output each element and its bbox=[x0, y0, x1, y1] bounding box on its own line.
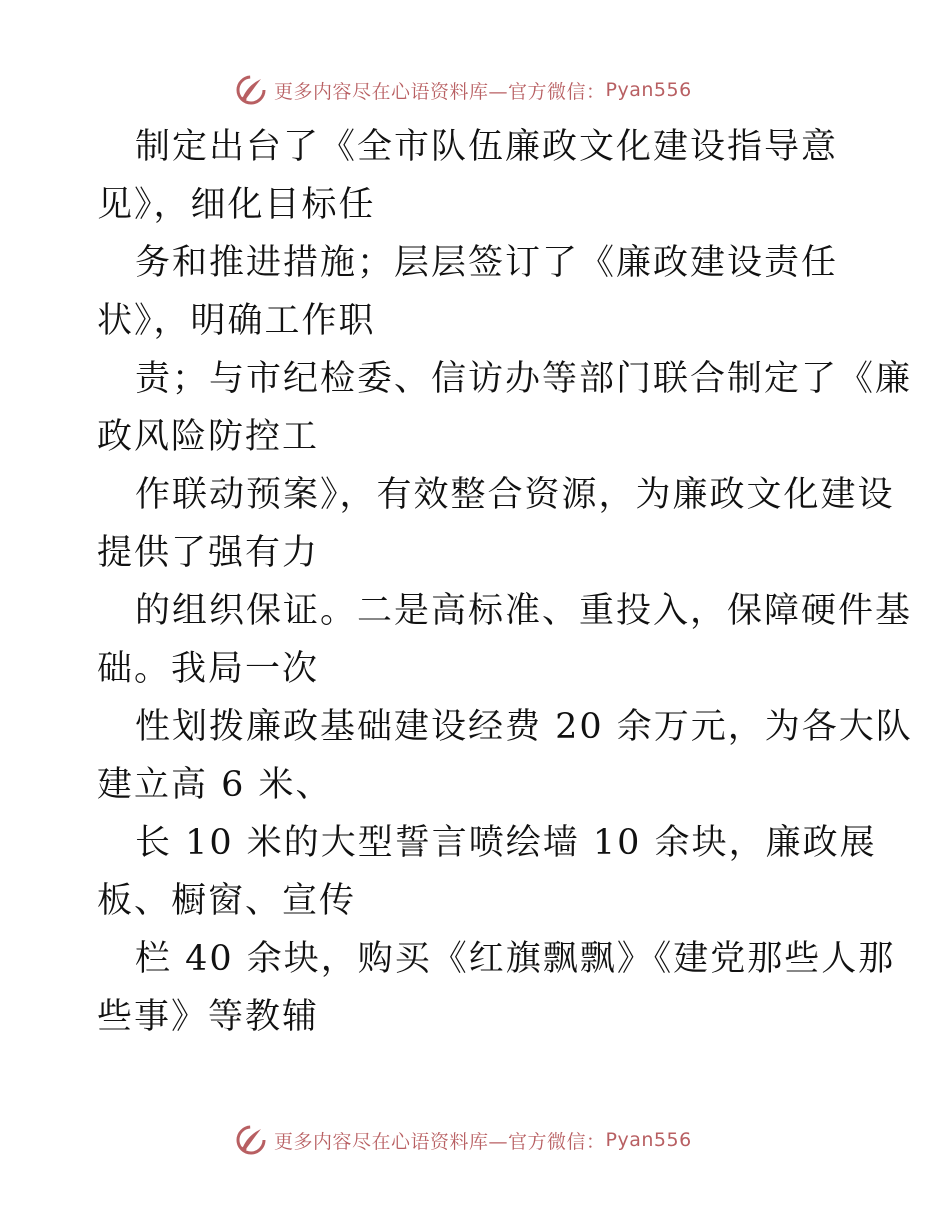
watermark-handle: Pyan556 bbox=[605, 79, 692, 101]
footer-watermark bbox=[234, 1120, 714, 1160]
text-line: 制定出台了《全市队伍廉政文化建设指导意 bbox=[135, 127, 839, 167]
text-line: 建立高 6 米、 bbox=[97, 765, 333, 805]
text-line: 础。我局一次 bbox=[97, 649, 320, 689]
text-line: 长 10 米的大型誓言喷绘墙 10 余块，廉政展 bbox=[135, 823, 877, 863]
text-line: 见》，细化目标任 bbox=[97, 185, 376, 225]
header-watermark bbox=[234, 70, 714, 110]
text-line: 提供了强有力 bbox=[97, 533, 320, 573]
text-line: 的组织保证。二是高标准、重投入，保障硬件基 bbox=[135, 591, 913, 631]
text-line: 责；与市纪检委、信访办等部门联合制定了《廉 bbox=[135, 359, 913, 399]
text-line: 性划拨廉政基础建设经费 20 余万元，为各大队 bbox=[135, 707, 913, 747]
text-line: 栏 40 余块，购买《红旗飘飘》《建党那些人那 bbox=[135, 939, 896, 979]
ink-brush-logo-icon bbox=[234, 73, 268, 107]
text-line: 些事》等教辅 bbox=[97, 997, 320, 1037]
text-line: 务和推进措施；层层签订了《廉政建设责任 bbox=[135, 243, 839, 283]
watermark-text: 更多内容尽在心语资料库—官方微信： bbox=[274, 1130, 606, 1153]
text-line: 政风险防控工 bbox=[97, 417, 320, 457]
ink-brush-logo-icon bbox=[234, 1123, 268, 1157]
text-line: 状》，明确工作职 bbox=[97, 301, 376, 341]
text-line: 板、橱窗、宣传 bbox=[97, 881, 357, 921]
watermark-handle: Pyan556 bbox=[605, 1129, 692, 1151]
watermark-text: 更多内容尽在心语资料库—官方微信： bbox=[274, 80, 606, 103]
text-line: 作联动预案》，有效整合资源，为廉政文化建设 bbox=[135, 475, 895, 515]
